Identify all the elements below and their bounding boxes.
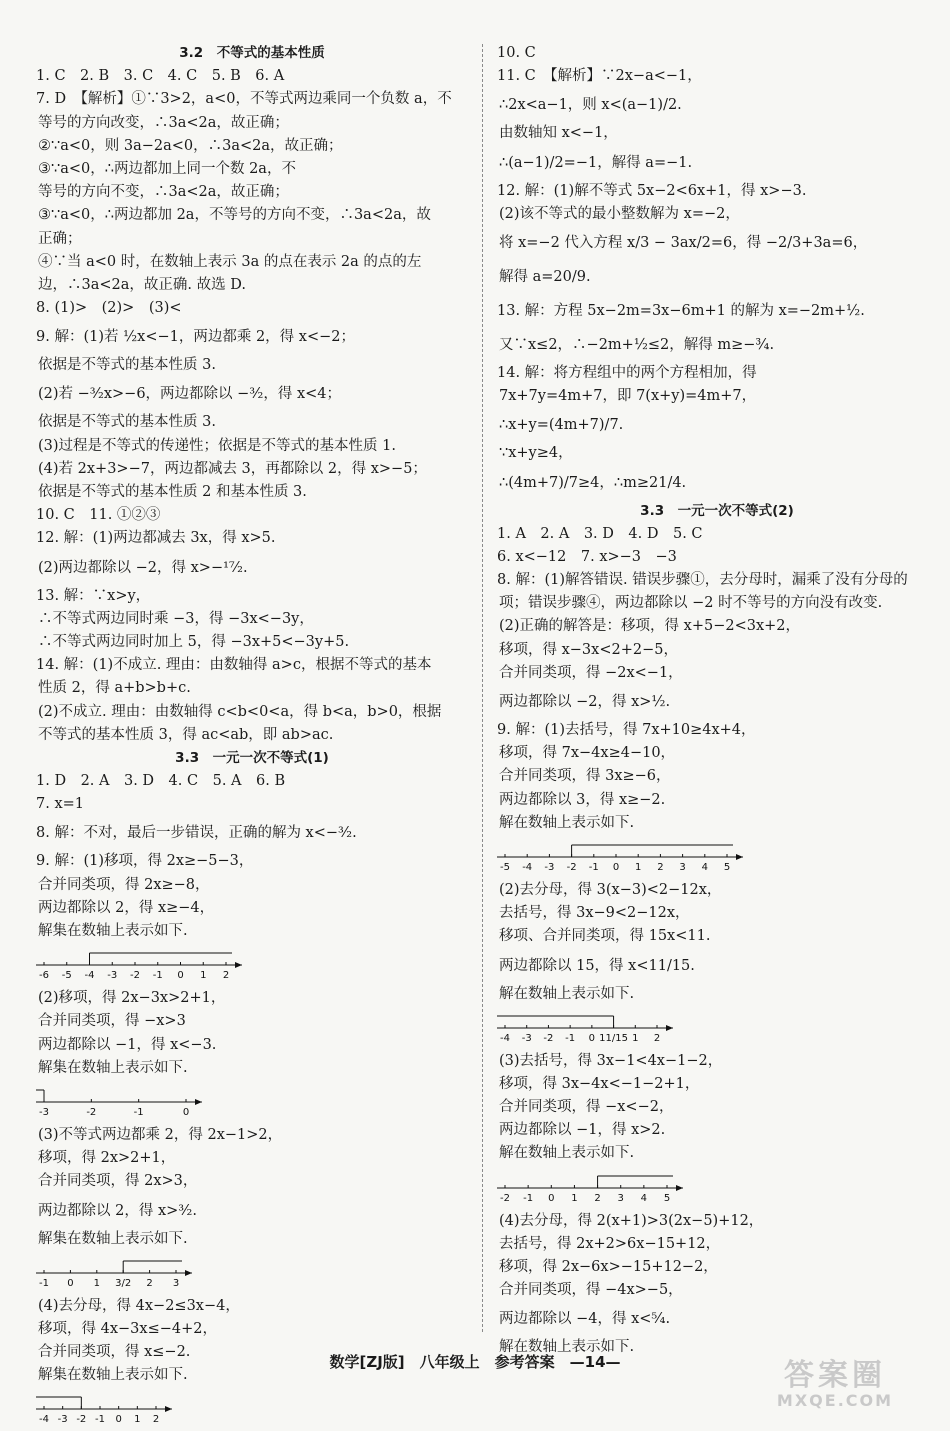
section-title: 3.3 一元一次不等式(2) [640,502,794,519]
tick-label: 1 [93,1277,100,1289]
tick-label: 2 [657,861,664,873]
answer-line: 移项，得 2x−6x>−15+12−2， [499,1259,718,1275]
tick-label: 0 [612,861,620,873]
watermark-title: 答案圈 [784,1358,886,1393]
answer-line: 移项，得 3x−4x<−1−2+1， [499,1075,700,1092]
answer-line: 1. C 2. B 3. C 4. C 5. B 6. A [36,68,285,85]
tick-label: 5 [723,861,731,873]
answer-line: 9. 解：(1)移项，得 2x≥−5−3， [36,853,254,870]
section-title: 3.2 不等式的基本性质 [179,45,325,61]
answer-line: (2)该不等式的最小整数解为 x=−2， [499,205,740,222]
answer-line: 依据是不等式的基本性质 3. [38,414,216,431]
number-line [497,1008,937,1048]
answer-line: 14. 解：将方程组中的两个方程相加，得 [497,364,757,381]
tick-label: 3 [617,1192,624,1204]
number-line [36,1389,468,1429]
answer-line: 由数轴知 x<−1， [499,125,618,142]
tick-label: 2 [146,1277,153,1289]
answer-line: ∴x+y=(4m+7)/7. [499,417,624,434]
answer-line: 又∵x≤2，∴−2m+½≤2，解得 m≥−¾. [499,336,775,353]
section-title: 3.3 一元一次不等式(1) [175,749,329,766]
tick-label: -3 [39,1106,49,1118]
answer-line: (4)去分母，得 4x−2≤3x−4， [38,1297,240,1314]
tick-label: -5 [61,970,72,982]
tick-label: 2 [152,1414,160,1426]
answer-line: 合并同类项，得 3x≥−6， [499,768,671,785]
answer-line: 13. 解：∵x>y， [36,587,151,604]
tick-label: 5 [663,1192,671,1204]
answer-line: 移项、合并同类项，得 15x<11. [499,928,711,945]
answer-line: 解集在数轴上表示如下. [38,1230,188,1247]
tick-label: -1 [133,1106,144,1118]
answer-line: 将 x=−2 代入方程 x/3 − 3ax/2=6，得 −2/3+3a=6， [499,234,868,251]
answer-line: 合并同类项，得 −x>3 [38,1013,186,1030]
answer-line: ∴不等式两边同时乘 −3，得 −3x<−3y， [38,610,314,627]
answer-line: 边，∴3a<2a，故正确. 故选 D. [38,276,246,293]
answer-line: 1. D 2. A 3. D 4. C 5. A 6. B [36,773,286,790]
tick-label: -4 [84,970,95,982]
answer-line: 7. x=1 [36,796,84,813]
axis-arrow [676,1185,683,1191]
tick-label: -6 [39,970,49,982]
answer-line: 两边都除以 −4，得 x<⁵⁄₄. [499,1311,671,1328]
answer-line: (4)若 2x+3>−7，两边都减去 3，再都除以 2，得 x>−5； [38,460,427,477]
answer-line: (2)移项，得 2x−3x>2+1， [38,990,226,1007]
tick-label: 4 [701,861,708,873]
answer-line: (2)去分母，得 3(x−3)<2−12x， [499,881,722,898]
number-line [497,1168,937,1208]
answer-line: 10. C 11. ①②③ [36,507,161,524]
tick-label: -2 [76,1414,87,1426]
tick-label: -1 [565,1032,576,1044]
answer-line: 两边都除以 2，得 x>³⁄₂. [38,1202,197,1219]
tick-label: -1 [523,1192,534,1204]
answer-line: 合并同类项，得 −2x<−1， [499,664,683,681]
answer-line: 解得 a=20/9. [499,268,591,285]
tick-label: 1 [635,861,642,873]
tick-label: -4 [522,861,533,873]
answer-line: 两边都除以 3，得 x≥−2. [499,791,666,808]
answer-line: 8. 解：不对，最后一步错误，正确的解为 x<−³⁄₂. [36,825,357,842]
answer-line: 9. 解：(1)去括号，得 7x+10≥4x+4， [497,722,756,738]
answer-line: 12. 解：(1)两边都减去 3x，得 x>5. [36,530,276,547]
answer-line: (3)过程是不等式的传递性；依据是不等式的基本性质 1. [38,437,396,454]
tick-label: -2 [130,970,140,982]
tick-label: -2 [500,1192,510,1204]
number-line [497,837,937,877]
answer-line: 两边都除以 2，得 x≥−4， [38,899,215,916]
right-column [497,42,937,1360]
tick-label: -2 [566,861,577,873]
tick-label: 2 [653,1032,661,1044]
answer-line: 解集在数轴上表示如下. [38,1367,188,1384]
answer-line: 7. D 【解析】①∵3>2，a<0，不等式两边乘同一个负数 a，不 [36,91,452,108]
answer-line: 解在数轴上表示如下. [499,985,635,1002]
answer-line: (3)不等式两边都乘 2，得 2x−1>2， [38,1126,283,1143]
answer-line: 14. 解：(1)不成立. 理由：由数轴得 a>c，根据不等式的基本 [36,657,432,674]
answer-line: 两边都除以 −2，得 x>½. [499,694,671,710]
answer-line: ③∵a<0，∴两边都加上同一个数 2a，不 [38,160,296,177]
answer-line: 合并同类项，得 2x>3， [38,1173,198,1190]
axis-arrow [195,1099,202,1105]
tick-label: 0 [115,1414,122,1426]
number-line [36,1253,468,1293]
watermark-logo [740,1360,930,1410]
answer-line: 6. x<−12 7. x>−3 −3 [497,548,677,565]
tick-label: 1 [571,1192,578,1204]
answer-line: (2)两边都除以 −2，得 x>−¹⁷⁄₂. [38,559,248,576]
answer-line: 8. (1)> (2)> (3)< [36,300,182,317]
answer-line: (3)去括号，得 3x−1<4x−1−2， [499,1052,723,1069]
answer-line: 解在数轴上表示如下. [499,1339,635,1356]
answer-line: 依据是不等式的基本性质 2 和基本性质 3. [38,484,307,500]
column-divider [482,44,483,1332]
answer-line: 11. C 【解析】∵2x−a<−1， [497,68,702,85]
tick-label: -3 [57,1414,68,1426]
answer-line: ④∵当 a<0 时，在数轴上表示 3a 的点在表示 2a 的点的左 [38,253,422,270]
axis-arrow [235,962,242,968]
answer-line: ∴不等式两边同时加上 5，得 −3x+5<−3y+5. [38,633,350,650]
tick-label: -5 [500,861,510,873]
axis-arrow [666,1025,673,1031]
answer-line: 移项，得 2x>2+1， [38,1150,176,1167]
answer-line: 两边都除以 15，得 x<11/15. [499,957,695,974]
tick-label: 0 [67,1277,74,1289]
tick-label: 2 [594,1192,601,1204]
tick-label: 0 [588,1032,596,1044]
answer-line: 解在数轴上表示如下. [499,814,635,831]
tick-label: -2 [86,1106,97,1118]
tick-label: -3 [544,861,555,873]
answer-line: (2)不成立. 理由：由数轴得 c<b<0<a，得 b<a，b>0，根据 [38,703,442,720]
answer-line: ∵x+y≥4， [499,445,573,462]
tick-label: 3 [679,861,686,873]
tick-label: 1 [200,970,207,982]
watermark-url: MXQE.COM [776,1391,894,1410]
tick-label: -4 [39,1414,49,1426]
tick-label: 0 [548,1192,555,1204]
answer-line: 12. 解：(1)解不等式 5x−2<6x+1，得 x>−3. [497,182,807,199]
answer-line: 10. C [497,45,536,61]
tick-label: 4 [640,1192,648,1204]
answer-line: 等号的方向改变，∴3a<2a，故正确； [38,114,289,131]
answer-line: 8. 解：(1)解答错误. 错误步骤①，去分母时，漏乘了没有分母的 [497,572,908,589]
tick-label: -1 [588,861,599,873]
answer-line: 合并同类项，得 2x≥−8， [38,876,210,893]
answer-line: 移项，得 4x−3x≤−4+2， [38,1320,217,1337]
answer-line: 两边都除以 −1，得 x<−3. [38,1036,217,1053]
answer-line: 合并同类项，得 −x<−2， [499,1099,674,1116]
tick-label: -2 [543,1032,554,1044]
answer-line: 性质 2，得 a+b>b+c. [38,680,191,697]
answer-line: ∴(a−1)/2=−1，解得 a=−1. [499,154,693,171]
answer-line: 等号的方向不变，∴3a<2a，故正确； [38,184,289,201]
answer-line: ∴2x<a−1，则 x<(a−1)/2. [499,97,682,114]
answer-line: (2)若 −³⁄₂x>−6，两边都除以 −³⁄₂，得 x<4； [38,386,342,403]
number-line [36,945,468,985]
answer-line: 移项，得 x−3x<2+2−5， [499,641,678,658]
tick-label: -4 [500,1032,510,1044]
tick-label: 0 [182,1106,190,1118]
left-column [36,42,468,1431]
answer-line: 解集在数轴上表示如下. [38,1059,188,1076]
answer-line: 项；错误步骤④，两边都除以 −2 时不等号的方向没有改变. [499,595,883,612]
answer-line: ②∵a<0，则 3a−2a<0，∴3a<2a，故正确； [38,137,343,154]
tick-label: -1 [95,1414,105,1426]
tick-label: 3/2 [115,1277,132,1289]
answer-line: ∴(4m+7)/7≥4，∴m≥21/4. [499,474,687,491]
answer-line: 合并同类项，得 −4x>−5， [499,1282,683,1299]
tick-label: 3 [172,1277,180,1289]
answer-line: (2)正确的解答是：移项，得 x+5−2<3x+2， [499,618,801,635]
tick-label: -3 [521,1032,532,1044]
axis-arrow [736,854,743,860]
tick-label: 1 [134,1414,141,1426]
answer-line: 去括号，得 3x−9<2−12x， [499,905,690,922]
answer-line: 依据是不等式的基本性质 3. [38,357,216,374]
tick-label: 11/15 [599,1032,628,1044]
answer-line: ③∵a<0，∴两边都加 2a，不等号的方向不变，∴3a<2a，故 [38,207,431,224]
tick-label: -1 [152,970,163,982]
answer-line: 解在数轴上表示如下. [499,1145,635,1162]
answer-line: 去括号，得 2x+2>6x−15+12， [499,1235,721,1252]
answer-line: 两边都除以 −1，得 x>2. [499,1122,666,1139]
answer-line: 解集在数轴上表示如下. [38,923,188,939]
page-footer: 数学[ZJ版] 八年级上 参考答案 —14— [329,1353,621,1371]
tick-label: -1 [39,1277,49,1289]
axis-arrow [185,1270,192,1276]
answer-line: 合并同类项，得 x≤−2. [38,1344,191,1361]
tick-label: 0 [177,970,184,982]
tick-label: 1 [632,1032,639,1044]
answer-line: 不等式的基本性质 3，得 ac<ab，即 ab>ac. [38,726,334,743]
answer-line: 正确； [38,230,82,247]
answer-line: (4)去分母，得 2(x+1)>3(2x−5)+12， [499,1212,764,1229]
answer-line: 13. 解：方程 5x−2m=3x−6m+1 的解为 x=−2m+½. [497,302,865,319]
answer-line: 1. A 2. A 3. D 4. D 5. C [497,525,703,542]
tick-label: 2 [222,970,230,982]
tick-label: -3 [107,970,118,982]
answer-line: 7x+7y=4m+7，即 7(x+y)=4m+7， [499,388,757,405]
number-line [36,1082,468,1122]
answer-line: 9. 解：(1)若 ½x<−1，两边都乘 2，得 x<−2； [36,329,355,346]
answer-line: 移项，得 7x−4x≥4−10， [499,745,676,762]
